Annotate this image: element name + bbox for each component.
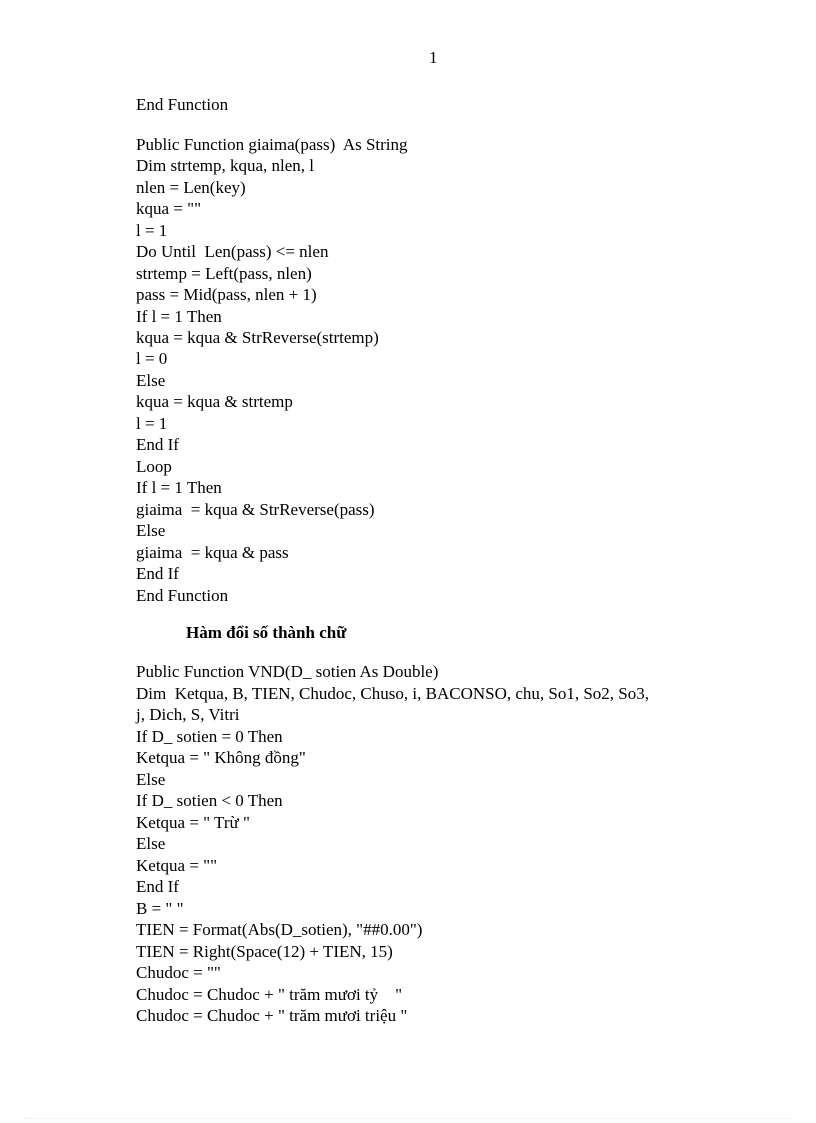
code-line: If l = 1 Then (136, 478, 222, 497)
code-line: l = 1 (136, 221, 168, 240)
code-line: If D_ sotien < 0 Then (136, 791, 283, 810)
code-line: Ketqua = " Không đồng" (136, 748, 306, 767)
code-line: Ketqua = "" (136, 856, 218, 875)
code-line: If l = 1 Then (136, 307, 222, 326)
code-line: Else (136, 521, 166, 540)
code-line: Chudoc = "" (136, 963, 221, 982)
code-line: Chudoc = Chudoc + " trăm mươi triệu " (136, 1006, 408, 1025)
code-line: End If (136, 564, 179, 583)
code-line: kqua = kqua & StrReverse(strtemp) (136, 328, 379, 347)
code-line: Loop (136, 457, 172, 476)
code-line: Dim Ketqua, B, TIEN, Chudoc, Chuso, i, BACONSO, chu, So1, So2, So3, (136, 684, 650, 703)
code-line: End If (136, 877, 179, 896)
code-line: l = 0 (136, 349, 168, 368)
code-line: pass = Mid(pass, nlen + 1) (136, 285, 317, 304)
code-line: j, Dich, S, Vitri (136, 705, 240, 724)
code-line: Chudoc = Chudoc + " trăm mươi tỷ " (136, 985, 403, 1004)
page-number: 1 (429, 48, 438, 67)
code-line: l = 1 (136, 414, 168, 433)
code-line: End If (136, 435, 179, 454)
code-line: TIEN = Right(Space(12) + TIEN, 15) (136, 942, 393, 961)
code-line: giaima = kqua & StrReverse(pass) (136, 500, 375, 519)
code-line: End Function (136, 586, 229, 605)
code-line: Else (136, 770, 166, 789)
code-line: Else (136, 834, 166, 853)
code-line: Do Until Len(pass) <= nlen (136, 242, 329, 261)
code-line: kqua = kqua & strtemp (136, 392, 293, 411)
code-line: If D_ sotien = 0 Then (136, 727, 283, 746)
section-heading: Hàm đổi số thành chữ (186, 623, 347, 642)
code-line: Public Function giaima(pass) As String (136, 135, 408, 154)
code-line: strtemp = Left(pass, nlen) (136, 264, 312, 283)
page-bottom-border (24, 1118, 792, 1119)
code-line: B = " " (136, 899, 184, 918)
code-line: Dim strtemp, kqua, nlen, l (136, 156, 315, 175)
code-line: kqua = "" (136, 199, 202, 218)
code-line: TIEN = Format(Abs(D_sotien), "##0.00") (136, 920, 423, 939)
code-line: End Function (136, 95, 229, 114)
code-line: Public Function VND(D_ sotien As Double) (136, 662, 439, 681)
code-line: Ketqua = " Trừ " (136, 813, 250, 832)
code-line: Else (136, 371, 166, 390)
code-line: nlen = Len(key) (136, 178, 246, 197)
code-line: giaima = kqua & pass (136, 543, 289, 562)
